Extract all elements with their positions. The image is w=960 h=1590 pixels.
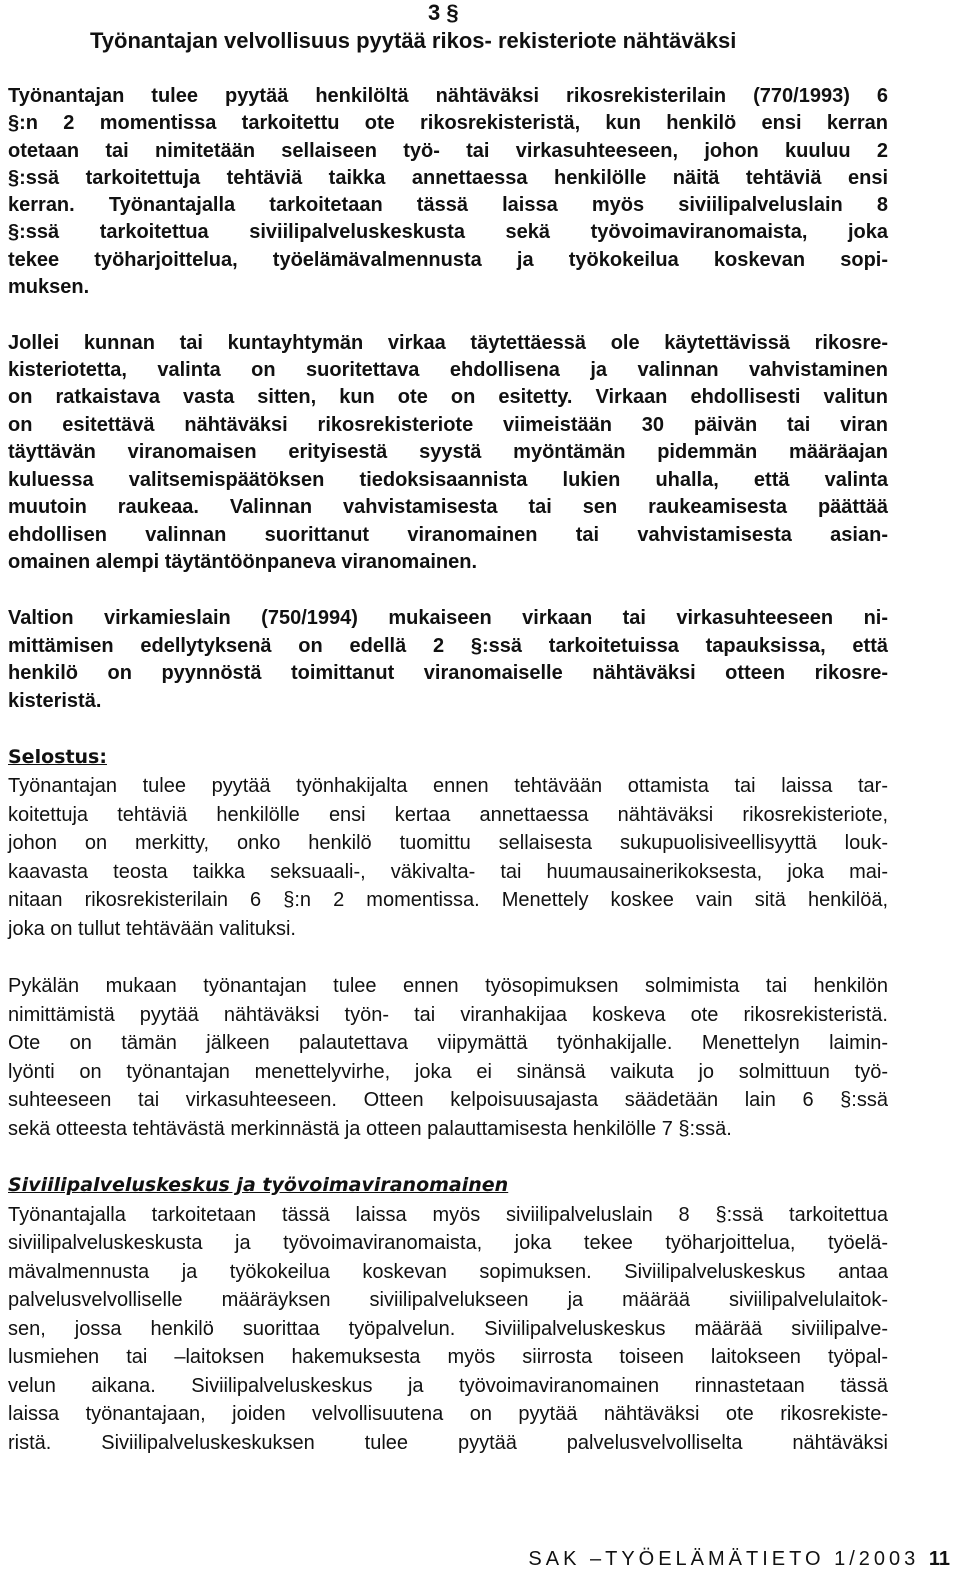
text-line: suhteeseen tai virkasuhteeseen. Otteen kelpoisuusajasta säädetään lain 6 §:ssä bbox=[8, 1089, 888, 1111]
text-line: kaavasta teosta taikka seksuaali-, väkivalta- tai huumausainerikoksesta, joka mai- bbox=[8, 861, 888, 883]
text-line: Ote on tämän jälkeen palautettava viipymättä työnhakijalle. Menettelyn laimin- bbox=[8, 1032, 888, 1054]
text-line: muutoin raukeaa. Valinnan vahvistamisesta tai sen raukeamisesta päättää bbox=[8, 496, 888, 518]
text-line: mittämisen edellytyksenä on edellä 2 §:ssä tarkoitetuissa tapauksissa, että bbox=[8, 635, 888, 657]
text-line: koitettuja tehtäviä henkilölle ensi kertaa annettaessa nähtäväksi rikosrekisteriote, bbox=[8, 804, 888, 826]
text-line: muksen. bbox=[8, 276, 90, 298]
page-number: 11 bbox=[928, 1548, 950, 1570]
text-line: omainen alempi täytäntöönpaneva viranomainen. bbox=[8, 551, 478, 573]
text-line: otetaan tai nimitetään sellaiseen työ- tai virkasuhteeseen, johon kuuluu 2 bbox=[8, 140, 888, 162]
text-line: Pykälän mukaan työnantajan tulee ennen työsopimuksen solmimista tai henkilön bbox=[8, 975, 888, 997]
subsection-heading: Siviilipalveluskeskus ja työvoimaviranomainen bbox=[8, 1174, 509, 1196]
text-line: mävalmennusta ja työkokeilua koskevan sopimuksen. Siviilipalveluskeskus antaa bbox=[8, 1261, 888, 1283]
text-line: tekee työharjoittelua, työelämävalmennusta ja työkokeilua koskevan sopi- bbox=[8, 249, 888, 271]
publication-name: SAK –TYÖELÄMÄTIETO 1/2003 bbox=[528, 1548, 920, 1570]
text-line: kisteristä. bbox=[8, 690, 102, 712]
section-number: 3 § bbox=[428, 0, 459, 25]
text-line: johon on merkitty, onko henkilö tuomittu sellaisesta sukupuolisiveellisyyttä louk- bbox=[8, 832, 888, 854]
text-line: velun aikana. Siviilipalveluskeskus ja työvoimaviranomainen rinnastetaan tässä bbox=[8, 1375, 888, 1397]
text-line: kisteriotetta, valinta on suoritettava ehdollisena ja valinnan vahvistaminen bbox=[8, 359, 888, 381]
text-line: siviilipalveluskeskusta ja työvoimaviranomaista, joka tekee työharjoittelua, työelä- bbox=[8, 1232, 888, 1254]
page-footer bbox=[450, 1548, 950, 1571]
text-line: Jollei kunnan tai kuntayhtymän virkaa täytettäessä ole käytettävissä rikosre- bbox=[8, 332, 888, 354]
text-line: ristä. Siviilipalveluskeskuksen tulee pyytää palvelusvelvolliselta nähtäväksi bbox=[8, 1432, 888, 1454]
text-line: lyönti on työnantajan menettelyvirhe, joka ei sinänsä vaikuta jo solmittuun työ- bbox=[8, 1061, 888, 1083]
text-line: sekä otteesta tehtävästä merkinnästä ja otteen palauttamisesta henkilölle 7 §:ssä. bbox=[8, 1118, 732, 1140]
text-line: Työnantajan tulee pyytää henkilöltä nähtäväksi rikosrekisterilain (770/1993) 6 bbox=[8, 85, 888, 107]
text-line: on ratkaistava vasta sitten, kun ote on esitetty. Virkaan ehdollisesti valitun bbox=[8, 386, 888, 408]
commentary-heading: Selostus: bbox=[8, 746, 107, 768]
text-line: §:ssä tarkoitettuja tehtäviä taikka annettaessa henkilölle näitä tehtäviä ensi bbox=[8, 167, 888, 189]
text-line: kerran. Työnantajalla tarkoitetaan tässä laissa myös siviilipalveluslain 8 bbox=[8, 194, 888, 216]
text-line: §:n 2 momentissa tarkoitettu ote rikosrekisteristä, kun henkilö ensi kerran bbox=[8, 112, 888, 134]
text-line: henkilö on pyynnöstä toimittanut viranomaiselle nähtäväksi otteen rikosre- bbox=[8, 662, 888, 684]
text-line: ehdollisen valinnan suorittanut viranomainen tai vahvistamisesta asian- bbox=[8, 524, 888, 546]
text-line: palvelusvelvolliselle määräyksen siviilipalvelukseen ja määrää siviilipalvelulaitok- bbox=[8, 1289, 888, 1311]
text-line: sen, jossa henkilö suorittaa työpalvelun. Siviilipalveluskeskus määrää siviilipalve- bbox=[8, 1318, 888, 1340]
text-line: joka on tullut tehtävään valituksi. bbox=[8, 918, 296, 940]
section-title: Työnantajan velvollisuus pyytää rikos- rekisteriote nähtäväksi bbox=[90, 28, 737, 53]
text-line: nimittämistä pyytää nähtäväksi työn- tai viranhakijaa koskeva ote rikosrekisteristä. bbox=[8, 1004, 888, 1026]
text-line: lusmiehen tai –laitoksen hakemuksesta myös siirrosta toiseen laitokseen työpal- bbox=[8, 1346, 888, 1368]
text-line: Työnantajan tulee pyytää työnhakijalta ennen tehtävään ottamista tai laissa tar- bbox=[8, 775, 888, 797]
text-line: kuluessa valitsemispäätöksen tiedoksisaannista lukien uhalla, että valinta bbox=[8, 469, 888, 491]
text-line: täyttävän viranomaisen erityisestä syystä myöntämän pidemmän määräajan bbox=[8, 441, 888, 463]
text-line: nitaan rikosrekisterilain 6 §:n 2 momentissa. Menettely koskee vain sitä henkilöä, bbox=[8, 889, 888, 911]
text-line: laissa työnantajaan, joiden velvollisuutena on pyytää nähtäväksi ote rikosrekiste- bbox=[8, 1403, 888, 1425]
text-line: Valtion virkamieslain (750/1994) mukaiseen virkaan tai virkasuhteeseen ni- bbox=[8, 607, 888, 629]
text-line: Työnantajalla tarkoitetaan tässä laissa myös siviilipalveluslain 8 §:ssä tarkoitettua bbox=[8, 1204, 888, 1226]
text-line: §:ssä tarkoitettua siviilipalveluskeskusta sekä työvoimaviranomaista, joka bbox=[8, 221, 888, 243]
text-line: on esitettävä nähtäväksi rikosrekisteriote viimeistään 30 päivän tai viran bbox=[8, 414, 888, 436]
